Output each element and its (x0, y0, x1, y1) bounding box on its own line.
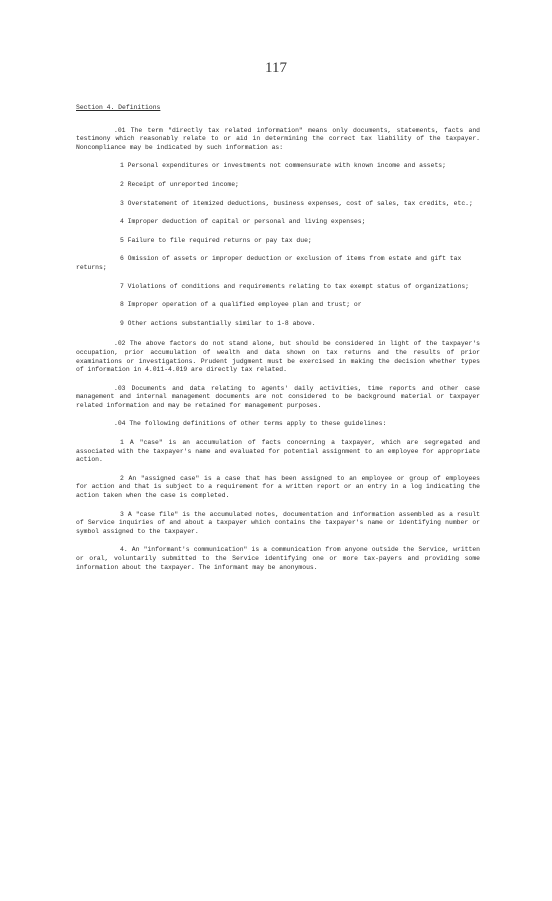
paragraph-04: .04 The following definitions of other terms apply to these guidelines: (114, 420, 387, 428)
list-item: 3 Overstatement of itemized deductions, business expenses, cost of sales, tax credits, etc.; (120, 199, 473, 207)
definition-item: 4. An "informant's communication" is a communication from anyone outside the Service, written or oral, voluntarily submitted to the Service identifying one or more tax-payers and providing some information about the taxpayer. The informant may be anonymous. (76, 546, 480, 571)
page-number: 117 (265, 60, 287, 76)
list-item: 6 Omission of assets or improper deduction or exclusion of items from estate and gift tax returns; (76, 255, 462, 271)
section-heading: Section 4. Definitions (76, 104, 161, 111)
list-item: 5 Failure to file required returns or pay tax due; (120, 236, 312, 244)
list-item: 2 Receipt of unreported income; (120, 180, 239, 188)
paragraph-03: .03 Documents and data relating to agents' daily activities, time reports and other case management and internal management documents are not considered to be background material or taxpayer related information and may be retained for management purposes. (76, 384, 480, 409)
list-item: 9 Other actions substantially similar to 1-8 above. (120, 319, 316, 327)
paragraph-01: .01 The term "directly tax related information" means only documents, statements, facts and testimony which reasonably relate to or aid in determining the correct tax liability of the taxpayer. Noncompliance may be indicated by such information as: (76, 126, 480, 151)
list-item: 1 Personal expenditures or investments not commensurate with known income and assets; (120, 162, 446, 170)
definition-item: 1 A "case" is an accumulation of facts concerning a taxpayer, which are segregated and associated with the taxpayer's name and evaluated for potential assignment to an employee for appropriate action. (76, 439, 480, 464)
document-body (76, 104, 480, 582)
list-item: 7 Violations of conditions and requirements relating to tax exempt status of organizations; (120, 282, 469, 290)
paragraph-02: .02 The above factors do not stand alone, but should be considered in light of the taxpayer's occupation, prior accumulation of wealth and data shown on tax returns and the results of prior examinations or investigations. Prudent judgment must be exercised in making the decision whether types of information in 4.011-4.019 are directly tax related. (76, 340, 480, 374)
definition-item: 2 An "assigned case" is a case that has been assigned to an employee or group of employees for action and that is subject to a requirement for a written report or an entry in a log indicating the action taken when the case is completed. (76, 474, 480, 500)
definition-item: 3 A "case file" is the accumulated notes, documentation and information assembled as a result of Service inquiries of and about a taxpayer which contains the taxpayer's name or identifying number or symbol assigned to the taxpayer. (76, 510, 480, 535)
list-item: 8 Improper operation of a qualified employee plan and trust; or (120, 301, 362, 309)
list-item: 4 Improper deduction of capital or personal and living expenses; (120, 218, 366, 226)
